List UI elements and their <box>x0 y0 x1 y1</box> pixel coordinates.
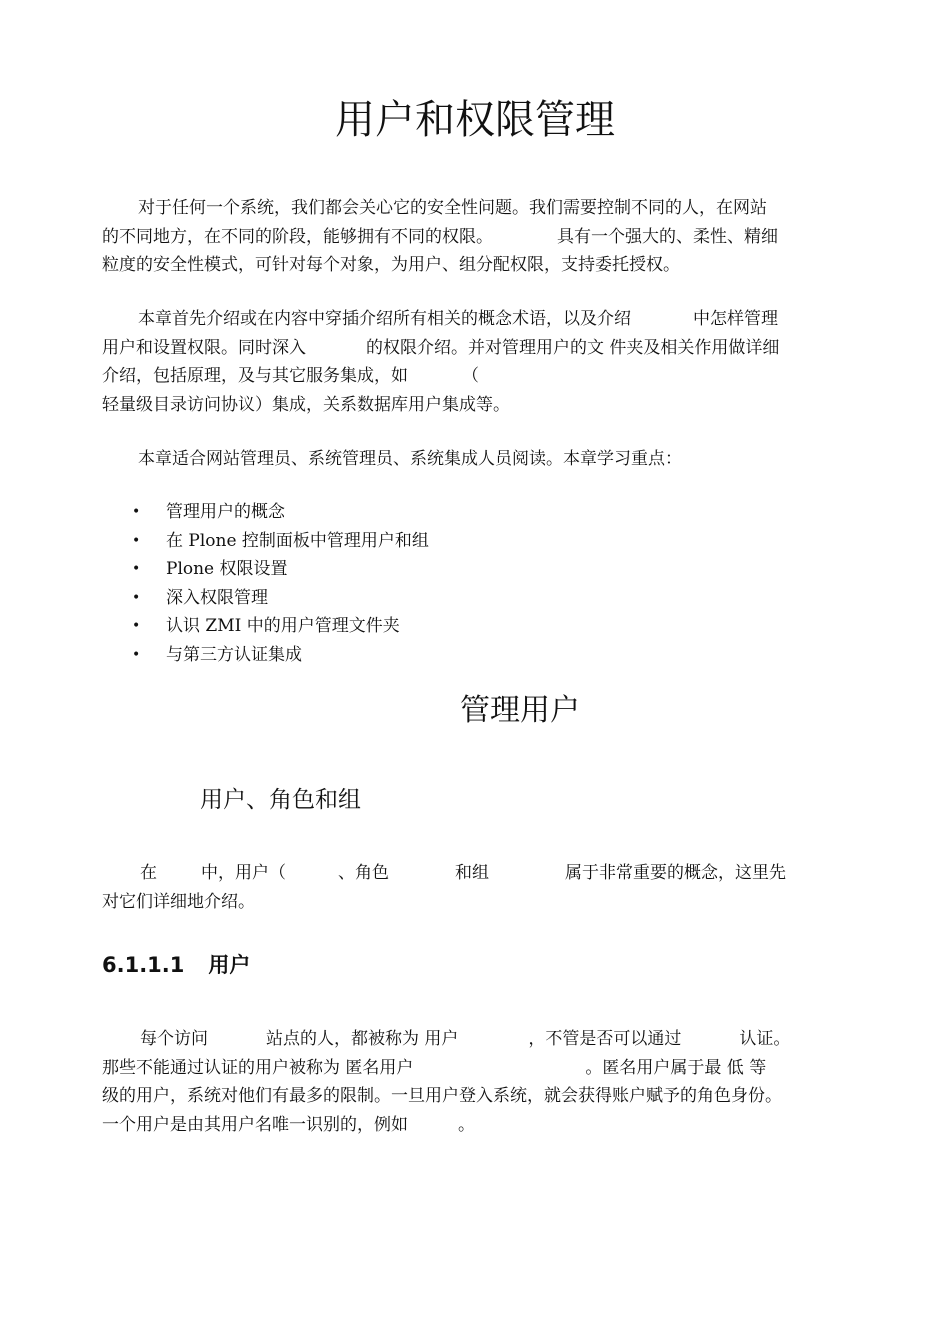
users-line-4a: 一个用户是由其用户名唯一识别的，例如 <box>102 1114 408 1135</box>
bullet-icon: • <box>132 561 141 578</box>
users-line-2a: 那些不能通过认证的用户被称为 匿名用户 <box>102 1057 414 1078</box>
bullet-icon: • <box>132 618 141 635</box>
list-item-text: 深入权限管理 <box>166 587 268 608</box>
list-item-text: 与第三方认证集成 <box>166 644 302 665</box>
list-item <box>102 584 429 613</box>
intro-line-2-text: 的不同地方，在不同的阶段，能够拥有不同的权限。 <box>102 226 493 247</box>
users-line-2 <box>102 1054 850 1083</box>
users-line-2b: 。匿名用户属于最 低 等 <box>585 1057 767 1078</box>
users-heading-number: 6.1.1.1 <box>102 953 185 977</box>
concepts-line-1b: 中，用户（ <box>201 863 286 883</box>
intro-line-2-tail: 具有一个强大的、柔性、精细 <box>557 226 778 247</box>
concepts-line-2: 对它们详细地介绍。 <box>102 891 255 912</box>
concepts-paragraph <box>102 859 850 916</box>
list-item-text: 在 Plone 控制面板中管理用户和组 <box>166 530 429 551</box>
audience-line: 本章适合网站管理员、系统管理员、系统集成人员阅读。本章学习重点： <box>138 449 682 469</box>
users-line-4b: 。 <box>458 1114 475 1135</box>
users-line-1 <box>102 1025 850 1054</box>
list-item <box>102 527 429 556</box>
chapter-line-3b: （ <box>462 366 479 386</box>
chapter-line-2b: 的权限介绍。并对管理用户的文 件夹及相关作用做详细 <box>366 337 780 358</box>
chapter-line-3 <box>102 362 850 391</box>
intro-line-2 <box>102 223 850 252</box>
chapter-line-2a: 用户和设置权限。同时深入 <box>102 337 306 358</box>
chapter-line-2 <box>102 334 850 363</box>
section-heading: 管理用户 <box>460 693 580 728</box>
chapter-line-4: 轻量级目录访问协议）集成，关系数据库用户集成等。 <box>102 394 510 415</box>
key-points-list <box>102 498 429 670</box>
users-line-1c: ，不管是否可以通过 <box>528 1029 682 1049</box>
users-line-4 <box>102 1111 850 1140</box>
chapter-paragraph <box>102 305 850 419</box>
list-item <box>102 612 429 641</box>
bullet-icon: • <box>132 589 141 606</box>
users-line-1d: 认证。 <box>739 1029 791 1049</box>
chapter-line-1b: 中怎样管理 <box>693 309 778 329</box>
users-heading <box>102 950 250 980</box>
chapter-line-3a: 介绍，包括原理，及与其它服务集成，如 <box>102 366 408 386</box>
users-paragraph <box>102 1025 850 1139</box>
subsection-heading: 用户、角色和组 <box>200 787 361 813</box>
users-line-1a: 每个访问 <box>140 1029 208 1049</box>
bullet-icon: • <box>132 532 141 549</box>
users-heading-label: 用户 <box>208 953 251 977</box>
concepts-line-1c: 、角色 <box>338 863 389 883</box>
users-line-1b: 站点的人，都被称为 用户 <box>266 1029 459 1049</box>
chapter-line-1 <box>102 305 850 334</box>
intro-line-1: 对于任何一个系统，我们都会关心它的安全性问题。我们需要控制不同的人，在网站 <box>138 198 767 218</box>
list-item <box>102 555 429 584</box>
users-line-3: 级的用户，系统对他们有最多的限制。一旦用户登入系统，就会获得账户赋予的角色身份。 <box>102 1086 782 1106</box>
concepts-line-1d: 和组 <box>455 863 489 883</box>
list-item-text: 认识 ZMI 中的用户管理文件夹 <box>166 616 400 637</box>
audience-paragraph <box>102 445 850 474</box>
list-item-text: Plone 权限设置 <box>166 559 288 580</box>
bullet-icon: • <box>132 504 141 520</box>
bullet-icon: • <box>132 646 141 663</box>
concepts-line-1a: 在 <box>140 863 157 883</box>
concepts-line-1e: 属于非常重要的概念，这里先 <box>565 863 786 883</box>
document-title: 用户和权限管理 <box>335 97 615 143</box>
concepts-line-1 <box>102 859 850 888</box>
chapter-line-1a: 本章首先介绍或在内容中穿插介绍所有相关的概念术语，以及介绍 <box>138 309 631 329</box>
list-item-text: 管理用户的概念 <box>166 502 285 522</box>
intro-paragraph <box>102 194 850 280</box>
list-item <box>102 641 429 670</box>
intro-line-3: 粒度的安全性模式，可针对每个对象，为用户、组分配权限，支持委托授权。 <box>102 255 680 275</box>
list-item <box>102 498 429 527</box>
